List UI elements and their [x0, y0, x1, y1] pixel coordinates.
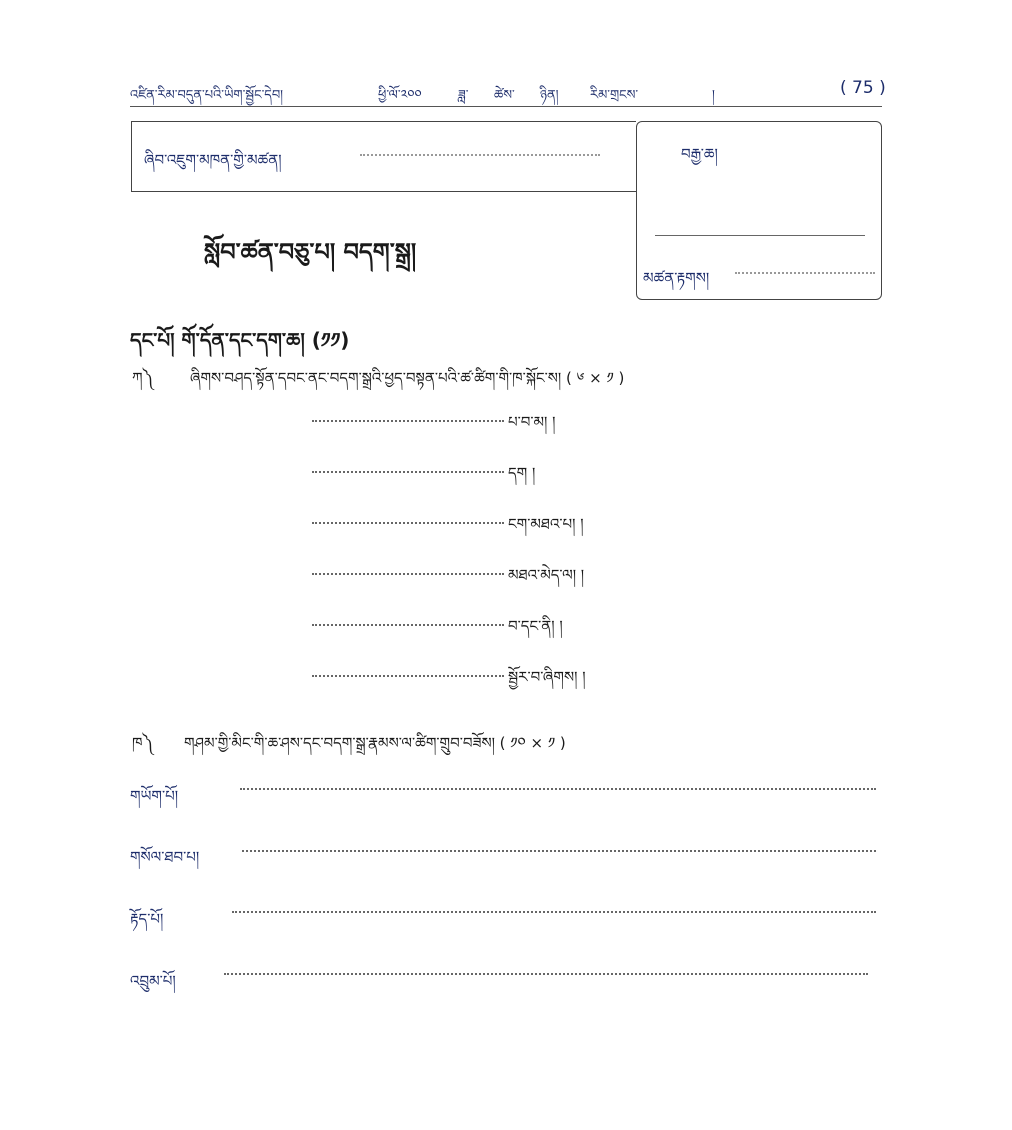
- grade-box: [636, 121, 882, 300]
- grade-label: བརྒྱ་ཆ།: [681, 145, 718, 163]
- blank-field[interactable]: [312, 471, 504, 473]
- blank-field[interactable]: [312, 675, 504, 677]
- signature-label: མཚན་རྟགས།: [643, 269, 710, 287]
- list-item: པ་བ་མ། །: [508, 413, 556, 431]
- examiner-name-field[interactable]: [360, 154, 600, 156]
- list-item: མཐའ་མེད་ལ། །: [508, 566, 585, 584]
- word-label: རྟོད་པོ།: [130, 910, 164, 928]
- header-separator: །: [712, 88, 715, 103]
- sentence-field[interactable]: [240, 788, 876, 790]
- lesson-title: སློབ་ཚན་བཅུ་པ། བདག་སྒྲ།: [204, 238, 417, 266]
- word-label: འབྲུམ་པོ།: [130, 972, 176, 990]
- word-label: གཡོག་པོ།: [130, 787, 179, 805]
- sentence-field[interactable]: [242, 850, 876, 852]
- sentence-field[interactable]: [232, 911, 876, 913]
- examiner-name-label: ཞིབ་འཇུག་མཁན་གྱི་མཚན།: [144, 151, 282, 169]
- question-ka-marker: ཀ༽: [132, 369, 154, 387]
- header-month: ཟླ་: [458, 88, 469, 103]
- list-item: དག །: [508, 464, 536, 482]
- header-class: རིམ་གྲངས་: [590, 88, 639, 103]
- sentence-field[interactable]: [224, 973, 868, 975]
- header-weekday: ཉིན།: [540, 88, 559, 103]
- blank-field[interactable]: [312, 522, 504, 524]
- list-item: བ་དང་ནི། །: [508, 617, 563, 635]
- section-heading: དང་པོ། གོ་དོན་དང་དག་ཆ། (༡༡): [130, 328, 350, 352]
- header-day: ཚེས་: [494, 88, 515, 103]
- header-rule: [130, 106, 882, 107]
- question-kha-text: གཤམ་གྱི་མིང་གི་ཆ་ཤས་དང་བདག་སྒྲ་རྣམས་ལ་ཚིག་གྲུབ་བཟོས། ( ༡༠ × ༡ ): [184, 734, 566, 752]
- question-ka-text: ཞིགས་བཤད་སྟོན་དབང་ནང་བདག་སྒྲའི་ཕྱད་བསྟན་པའི་ཚ་ཚིག་གི་ཁ་སྐོང་ས། ( ༦ × ༡ ): [190, 369, 625, 387]
- grade-field[interactable]: [655, 235, 865, 236]
- question-kha-marker: ཁ༽: [132, 734, 154, 752]
- blank-field[interactable]: [312, 624, 504, 626]
- page-number: ( 75 ): [840, 78, 886, 98]
- header-year: ཕྱི་ལོ་༢༠༠: [378, 88, 422, 103]
- word-label: གསོལ་ཐབ་པ།: [130, 848, 200, 866]
- blank-field[interactable]: [312, 420, 504, 422]
- signature-field[interactable]: [735, 272, 875, 274]
- list-item: ངག་མཐའ་པ། །: [508, 515, 584, 533]
- list-item: སྦྱོར་བ་ཞིགས། །: [508, 668, 586, 686]
- name-box: [131, 121, 636, 192]
- header-title: འཛིན་རིམ་བདུན་པའི་ཡིག་སྦྱོང་དེབ།: [130, 88, 284, 103]
- blank-field[interactable]: [312, 573, 504, 575]
